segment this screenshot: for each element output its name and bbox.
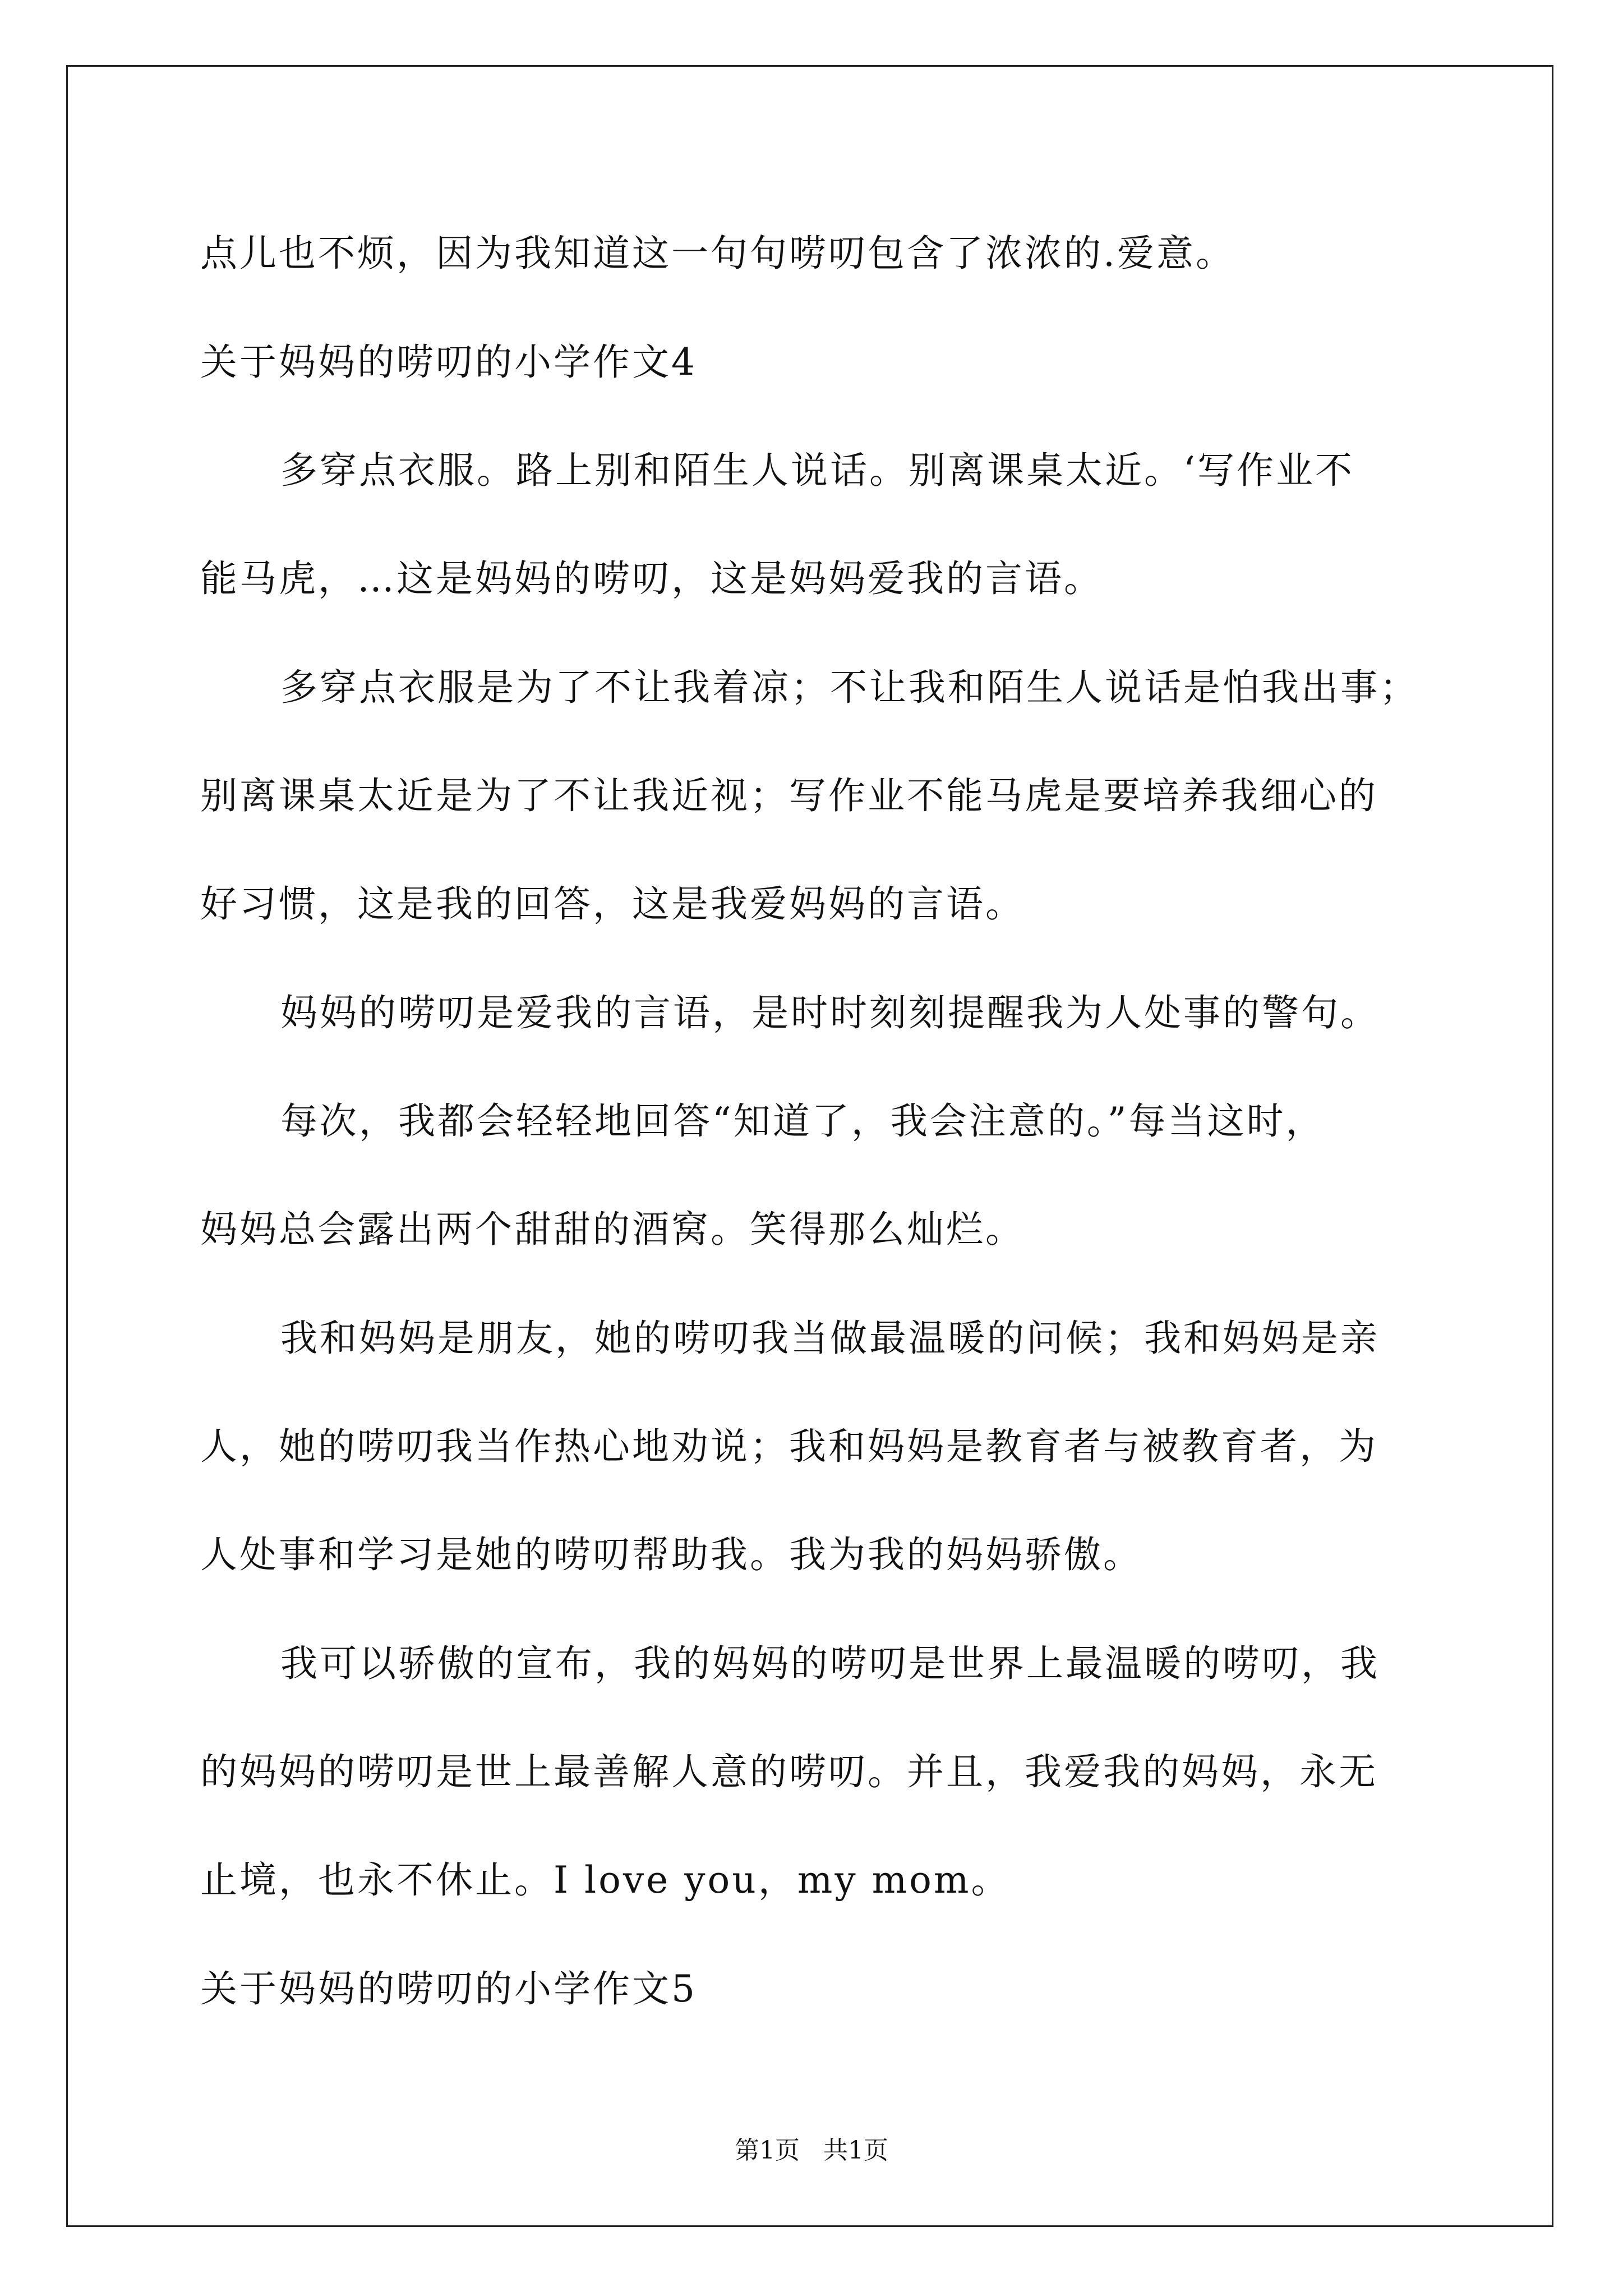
text-line: 好习惯，这是我的回答，这是我爱妈妈的言语。	[200, 882, 1025, 926]
text-line: 点儿也不烦，因为我知道这一句句唠叨包含了浓浓的.爱意。	[200, 232, 1235, 275]
text-line: 止境，也永不休止。I love you，my mom。	[200, 1858, 1011, 1902]
section-heading: 关于妈妈的唠叨的小学作文5	[200, 1967, 697, 2010]
text-line: 多穿点衣服是为了不让我着凉；不让我和陌生人说话是怕我出事；	[280, 666, 1419, 709]
section-heading: 关于妈妈的唠叨的小学作文4	[200, 341, 697, 384]
text-line: 人，她的唠叨我当作热心地劝说；我和妈妈是教育者与被教育者，为	[200, 1425, 1378, 1468]
text-line: 别离课桌太近是为了不让我近视；写作业不能马虎是要培养我细心的	[200, 774, 1378, 817]
text-line: 妈妈总会露出两个甜甜的酒窝。笑得那么灿烂。	[200, 1208, 1025, 1251]
text-line: 妈妈的唠叨是爱我的言语，是时时刻刻提醒我为人处事的警句。	[280, 991, 1380, 1034]
text-line: 每次，我都会轻轻地回答“知道了，我会注意的。”每当这时，	[280, 1099, 1325, 1143]
page-footer	[0, 2135, 1623, 2166]
text-line: 我可以骄傲的宣布，我的妈妈的唠叨是世界上最温暖的唠叨，我	[280, 1642, 1380, 1685]
page-total: 共1页	[823, 2136, 888, 2165]
page-number: 第1页	[735, 2136, 800, 2165]
text-line: 能马虎，…这是妈妈的唠叨，这是妈妈爱我的言语。	[200, 557, 1103, 600]
text-line: 多穿点衣服。路上别和陌生人说话。别离课桌太近。‘写作业不	[280, 449, 1354, 492]
text-line: 人处事和学习是她的唠叨帮助我。我为我的妈妈骄傲。	[200, 1533, 1142, 1576]
text-line: 我和妈妈是朋友，她的唠叨我当做最温暖的问候；我和妈妈是亲	[280, 1317, 1380, 1360]
text-line: 的妈妈的唠叨是世上最善解人意的唠叨。并且，我爱我的妈妈，永无	[200, 1750, 1378, 1793]
